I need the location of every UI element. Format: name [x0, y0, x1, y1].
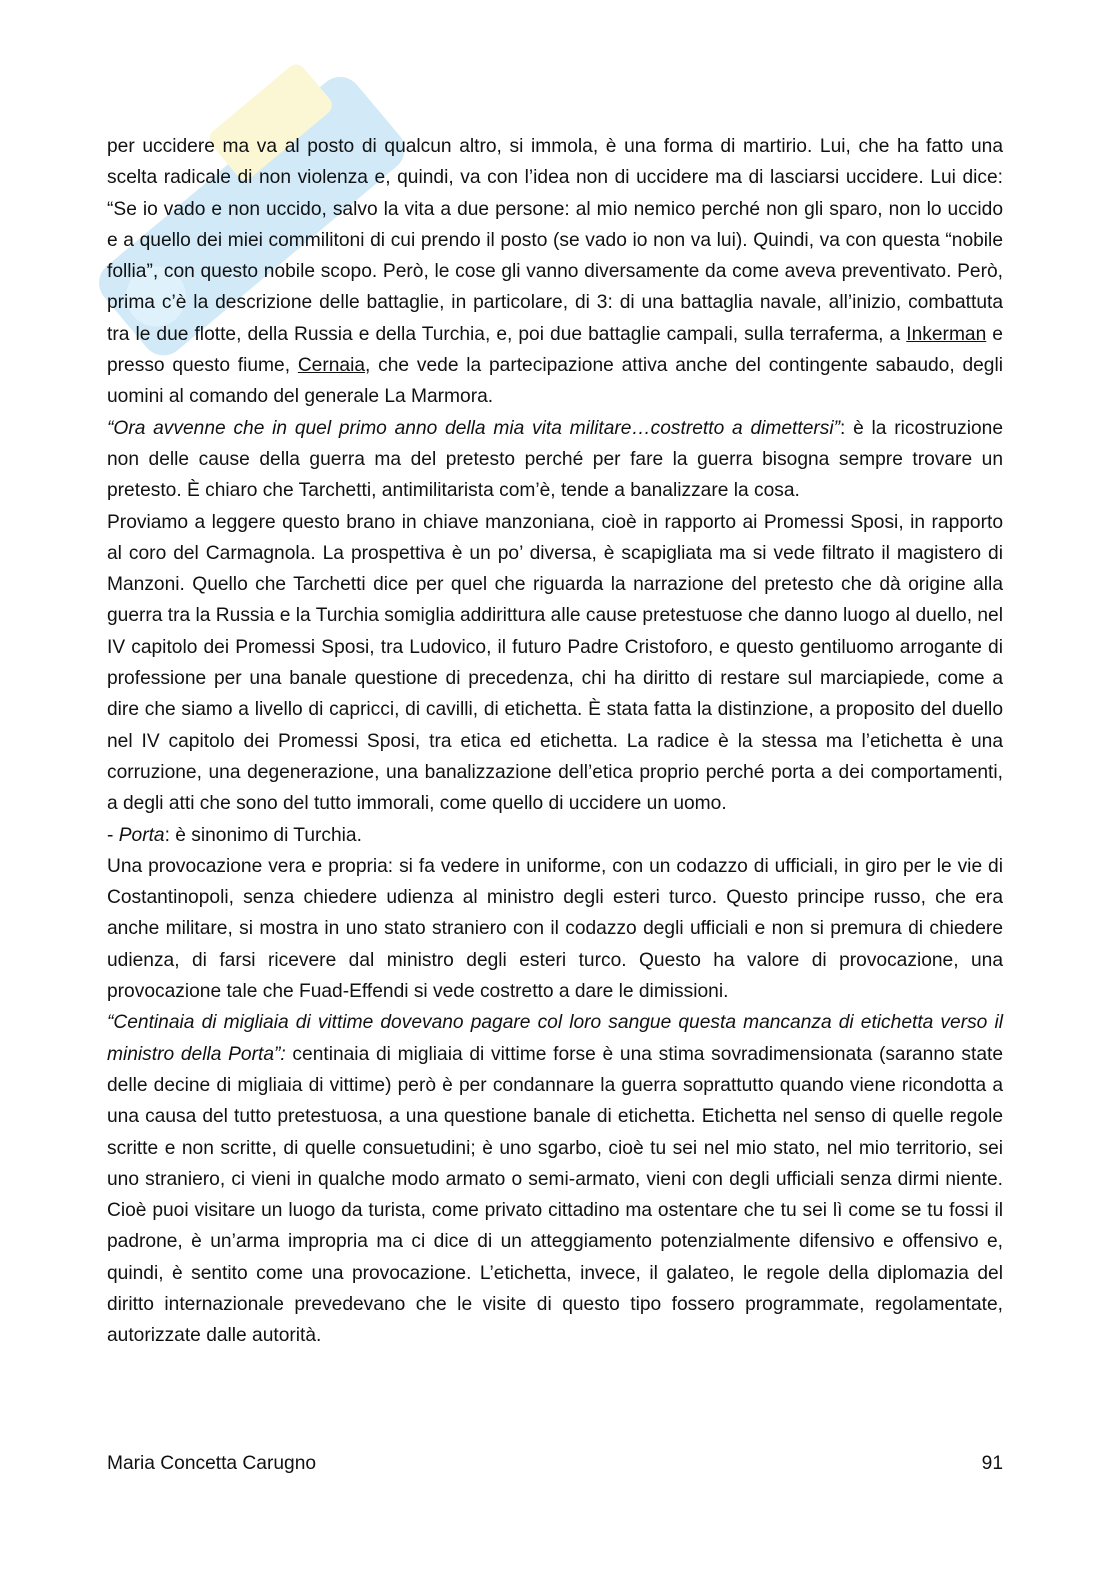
paragraph: [107, 851, 1003, 1007]
text-run: centinaia di migliaia di vittime forse è una stima sovradimensionata (saranno state delle decine di migliaia di vittime) però è per condannare la guerra soprattutto quando viene ricondotta a una causa del tutto pretestuosa, a una questione banale di etichetta. Etichetta nel senso di quelle regole scritte e non scritte, di quelle consuetudini; è uno sgarbo, cioè tu sei nel mio stato, nel mio territorio, sei uno straniero, ci vieni in qualche modo armato o semi-armato, vieni con degli ufficiali senza dirmi niente. Cioè puoi visitare un luogo da turista, come privato cittadino ma ostentare che tu sei lì come se tu fossi il padrone, è un’arma impropria ma ci dice di un atteggiamento potenzialmente difensivo e offensivo e, quindi, è sentito come una provocazione. L’etichetta, invece, il galateo, le regole della diplomazia del diritto internazionale prevedevano che le visite di questo tipo fossero programmate, regolamentate, autorizzate dalle autorità.: [107, 1043, 1003, 1347]
text-run: , che vede la partecipazione attiva anche del contingente sabaudo, degli uomini al comando del generale La Marmora.: [107, 355, 1003, 408]
paragraph: [107, 820, 1003, 851]
paragraph: [107, 1007, 1003, 1351]
italic-quote: “Ora avvenne che in quel primo anno della mia vita militare…costretto a dimettersi”: [107, 417, 840, 439]
paragraph: [107, 507, 1003, 820]
text-run: : è la ricostruzione non delle cause della guerra ma del pretesto perché per fare la guerra bisogna sempre trovare un pretesto. È chiaro che Tarchetti, antimilitarista com’è, tende a banalizzare la cosa.: [107, 417, 1003, 502]
paragraph: [107, 131, 1003, 413]
text-run: Una provocazione vera e propria: si fa vedere in uniforme, con un codazzo di ufficiali, in giro per le vie di Costantinopoli, senza chiedere udienza al ministro degli esteri turco. Questo principe russo, che era anche militare, si mostra in uno stato straniero con il codazzo degli ufficiali e non si premura di chiedere udienza, di farsi ricevere dal ministro degli esteri turco. Questo ha valore di provocazione, una provocazione tale che Fuad-Effendi si vede costretto a dare le dimissioni.: [107, 855, 1003, 1003]
text-run: per uccidere ma va al posto di qualcun altro, si immola, è una forma di martirio. Lui, che ha fatto una scelta radicale di non violenza e, quindi, va con l’idea non di uccidere ma di lasciarsi uccidere. Lui dice: “Se io vado e non uccido, salvo la vita a due persone: al mio nemico perché non gli sparo, non lo uccido e a quello dei miei commilitoni di cui prendo il posto (se vado io non va lui). Quindi, va con questa “nobile follia”, con questo nobile scopo. Però, le cose gli vanno diversamente da come aveva preventivato. Però, prima c’è la descrizione delle battaglie, in particolare, di 3: di una battaglia navale, all’inizio, combattuta tra le due flotte, della Russia e della Turchia, e, poi due battaglie campali, sulla terraferma, a: [107, 136, 1003, 345]
underlined-term: Cernaia: [297, 355, 366, 377]
underlined-term: Inkerman: [906, 323, 987, 345]
page-number: 91: [981, 1453, 1003, 1474]
text-run: : è sinonimo di Turchia.: [164, 824, 362, 846]
text-run: -: [107, 824, 119, 846]
italic-quote: Porta: [118, 824, 165, 846]
text-run: e presso questo fiume,: [107, 323, 1003, 377]
italic-quote: “Centinaia di migliaia di vittime dovevano pagare col loro sangue questa mancanza di etichetta verso il ministro della Porta”:: [107, 1012, 1003, 1065]
paragraph: [107, 413, 1003, 507]
footer-author: Maria Concetta Carugno: [107, 1453, 317, 1474]
document-body: [107, 131, 1003, 1352]
text-run: Proviamo a leggere questo brano in chiave manzoniana, cioè in rapporto ai Promessi Sposi, in rapporto al coro del Carmagnola. La prospettiva è un po’ diversa, è scapigliata ma si vede filtrato il magistero di Manzoni. Quello che Tarchetti dice per quel che riguarda la narrazione del pretesto che dà origine alla guerra tra la Russia e la Turchia somiglia addirittura alle cause pretestuose che danno luogo al duello, nel IV capitolo dei Promessi Sposi, tra Ludovico, il futuro Padre Cristoforo, e questo gentiluomo arrogante di professione per una banale questione di precedenza, chi ha diritto di restare sul marciapiede, come a dire che siamo a livello di capricci, di cavilli, di etichetta. È stata fatta la distinzione, a proposito del duello nel IV capitolo dei Promessi Sposi, tra etica ed etichetta. La radice è la stessa ma l’etichetta è una corruzione, una degenerazione, una banalizzazione dell’etica proprio perché porta a dei comportamenti, a degli atti che sono del tutto immorali, come quello di uccidere un uomo.: [107, 511, 1003, 815]
